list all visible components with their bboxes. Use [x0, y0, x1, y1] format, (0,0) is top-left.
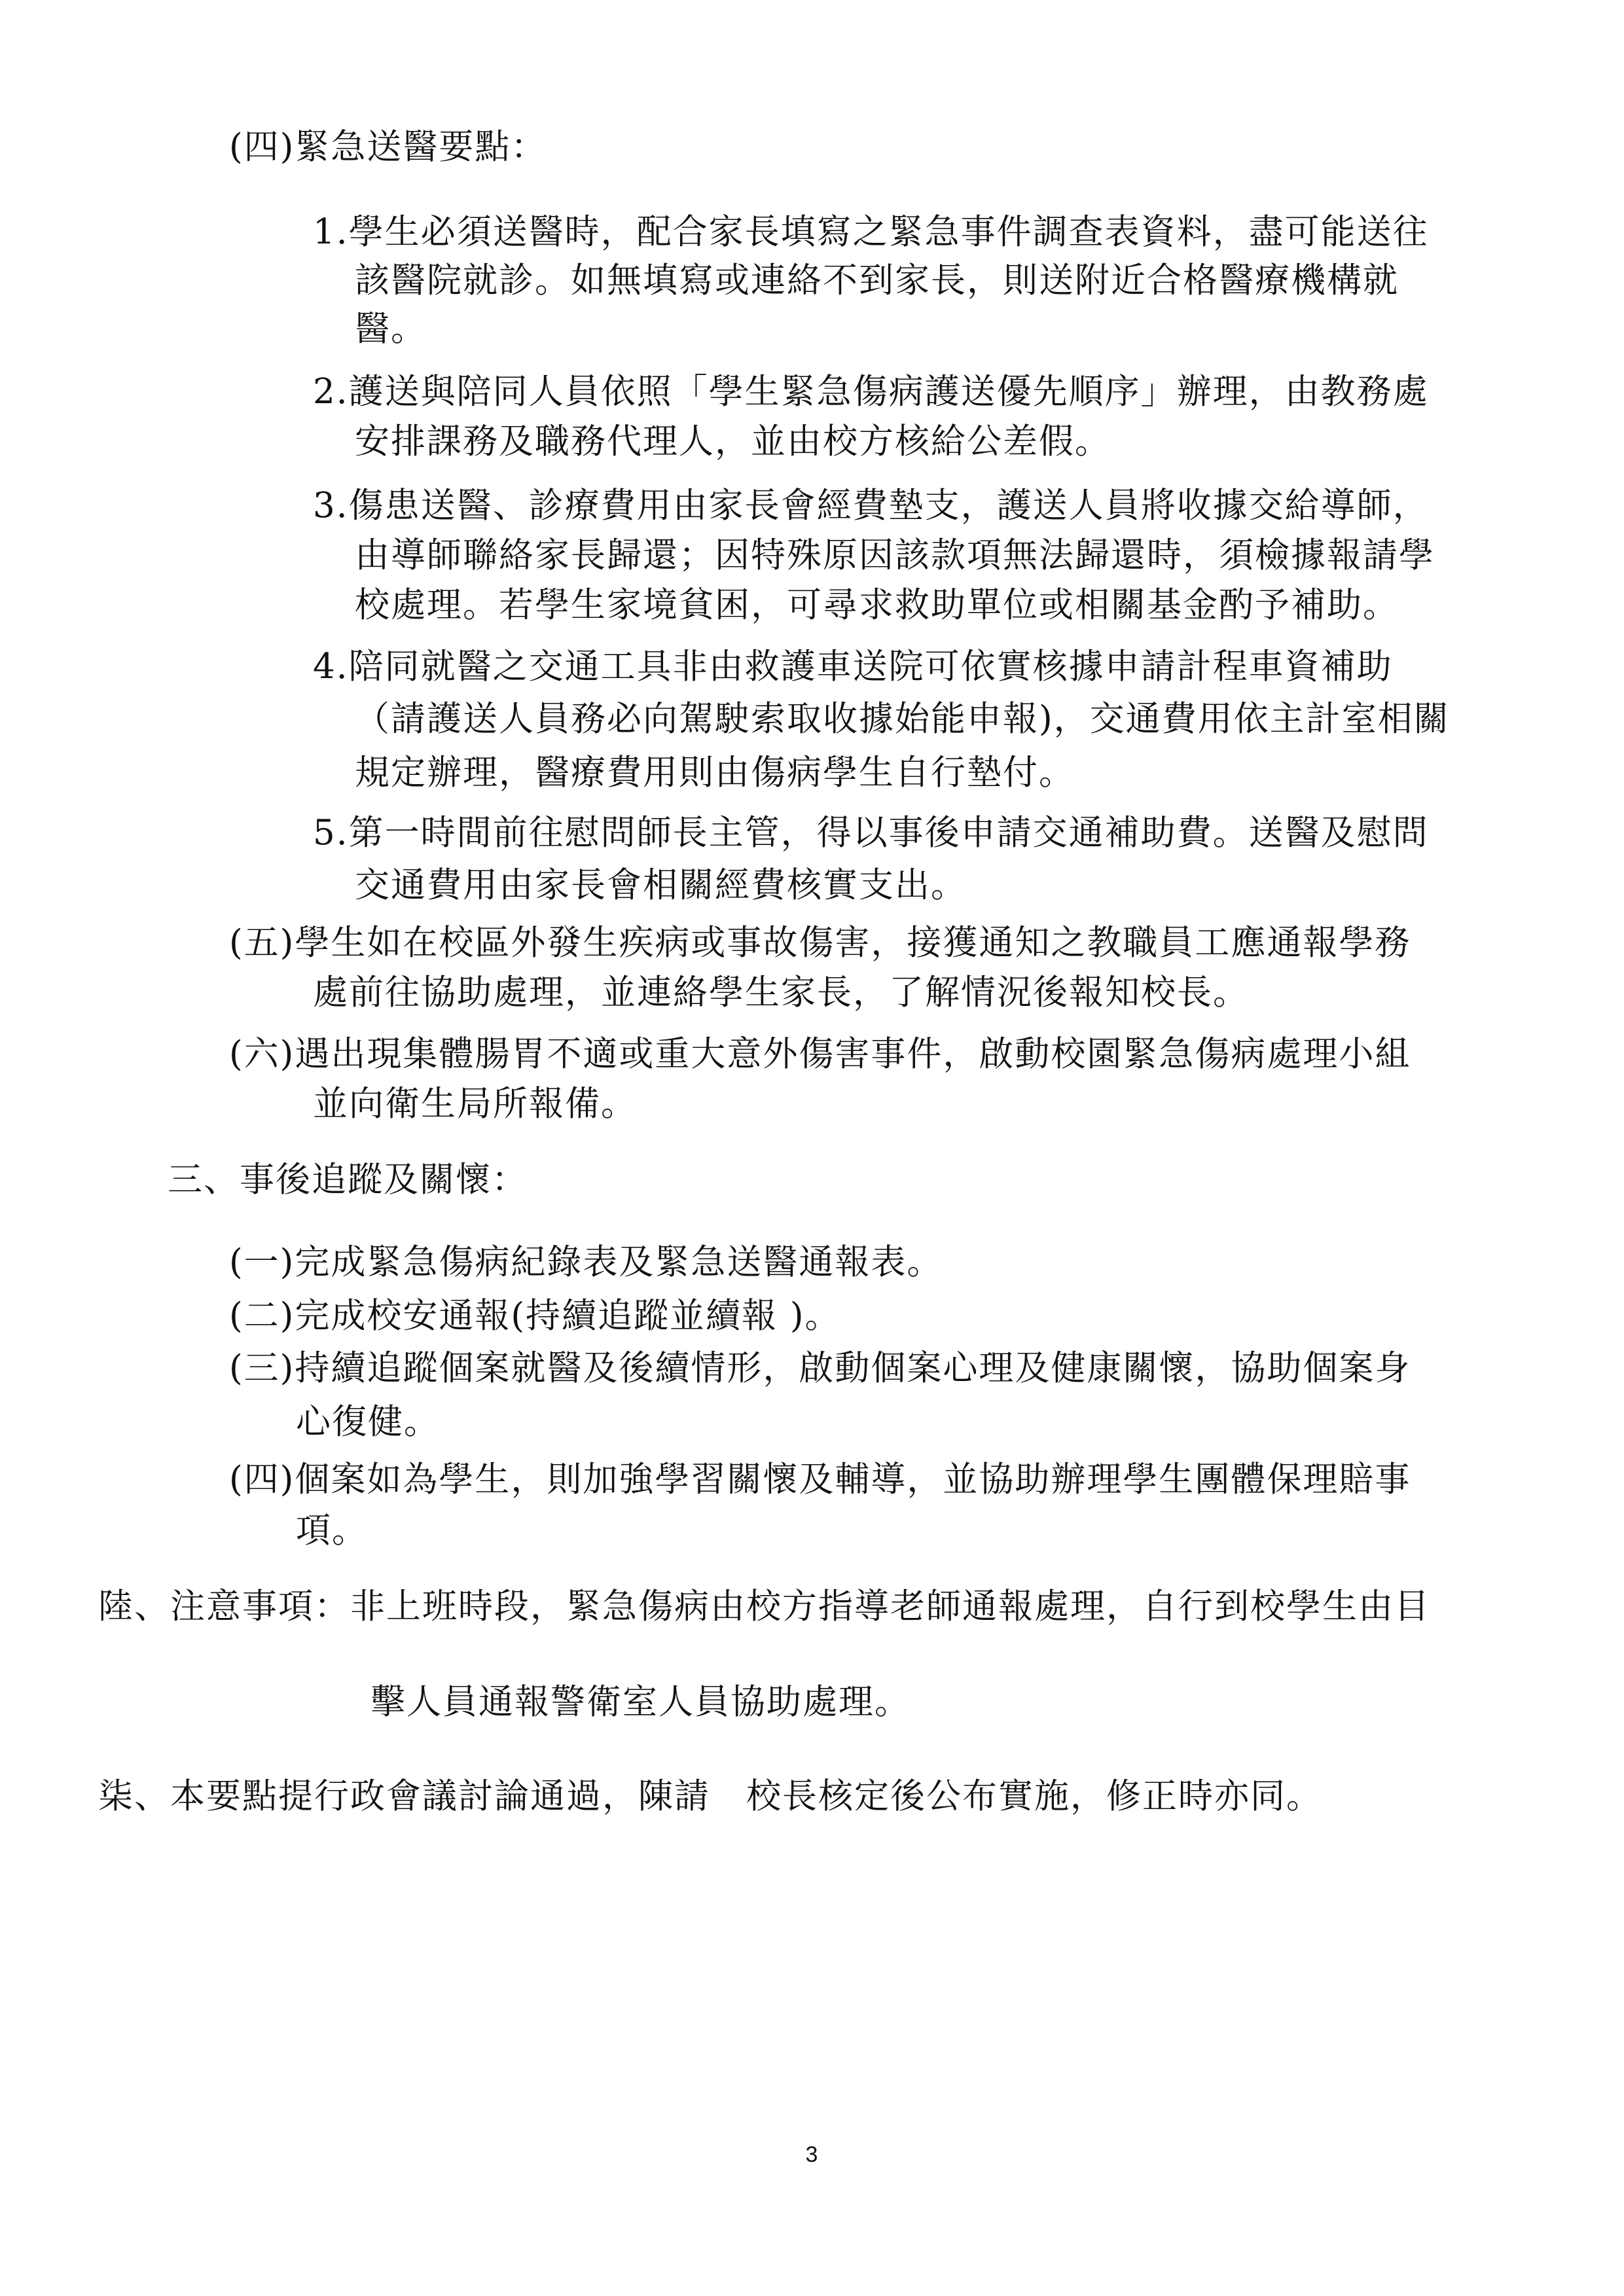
section-5-line-2: 處前往協助處理，並連絡學生家長，了解情況後報知校長。	[313, 973, 1249, 1013]
section-lu-line-1: 陸、注意事項：非上班時段，緊急傷病由校方指導老師通報處理，自行到校學生由目	[98, 1587, 1430, 1626]
section-4-heading: (四)緊急送醫要點：	[229, 127, 547, 167]
item-4-line-3: 規定辦理，醫療費用則由傷病學生自行墊付。	[355, 753, 1075, 793]
item-5-line-1: 5.第一時間前往慰問師長主管，得以事後申請交通補助費。送醫及慰問	[313, 813, 1429, 853]
part-3-item-1: (一)完成緊急傷病紀錄表及緊急送醫通報表。	[229, 1242, 943, 1282]
item-2-line-2: 安排課務及職務代理人，並由校方核給公差假。	[355, 422, 1111, 461]
section-qi-line-1: 柒、本要點提行政會議討論通過，陳請 校長核定後公布實施，修正時亦同。	[98, 1776, 1322, 1816]
item-4-line-2: （請護送人員務必向駕駛索取收據始能申報)，交通費用依主計室相關	[355, 699, 1450, 739]
part-3-item-2: (二)完成校安通報(持續追蹤並續報 )。	[229, 1296, 841, 1336]
item-1-line-2: 該醫院就診。如無填寫或連絡不到家長，則送附近合格醫療機構就	[355, 260, 1399, 300]
part-3-item-4-line-2: 項。	[296, 1511, 368, 1551]
item-1-line-1: 1.學生必須送醫時，配合家長填寫之緊急事件調查表資料，盡可能送往	[313, 212, 1429, 252]
section-6-line-1: (六)遇出現集體腸胃不適或重大意外傷害事件，啟動校園緊急傷病處理小組	[229, 1034, 1411, 1074]
section-6-line-2: 並向衛生局所報備。	[313, 1084, 637, 1124]
item-5-line-2: 交通費用由家長會相關經費核實支出。	[355, 865, 967, 905]
section-5-line-1: (五)學生如在校區外發生疾病或事故傷害，接獲通知之教職員工應通報學務	[229, 923, 1411, 963]
part-3-heading: 三、事後追蹤及關懷：	[168, 1160, 528, 1200]
item-4-line-1: 4.陪同就醫之交通工具非由救護車送院可依實核據申請計程車資補助	[313, 647, 1393, 687]
page-number: 3	[805, 2142, 818, 2167]
part-3-item-3-line-1: (三)持續追蹤個案就醫及後續情形，啟動個案心理及健康關懷，協助個案身	[229, 1348, 1411, 1388]
section-lu-line-2: 擊人員通報警衛室人員協助處理。	[370, 1682, 911, 1722]
item-1-line-3: 醫。	[355, 309, 427, 349]
part-3-item-3-line-2: 心復健。	[296, 1402, 440, 1442]
item-3-line-2: 由導師聯絡家長歸還；因特殊原因該款項無法歸還時，須檢據報請學	[355, 535, 1435, 575]
part-3-item-4-line-1: (四)個案如為學生，則加強學習關懷及輔導，並協助辦理學生團體保理賠事	[229, 1460, 1411, 1499]
item-3-line-1: 3.傷患送醫、診療費用由家長會經費墊支，護送人員將收據交給導師，	[313, 486, 1429, 526]
item-3-line-3: 校處理。若學生家境貧困，可尋求救助單位或相關基金酌予補助。	[355, 585, 1399, 625]
item-2-line-1: 2.護送與陪同人員依照「學生緊急傷病護送優先順序」辦理，由教務處	[313, 372, 1429, 412]
